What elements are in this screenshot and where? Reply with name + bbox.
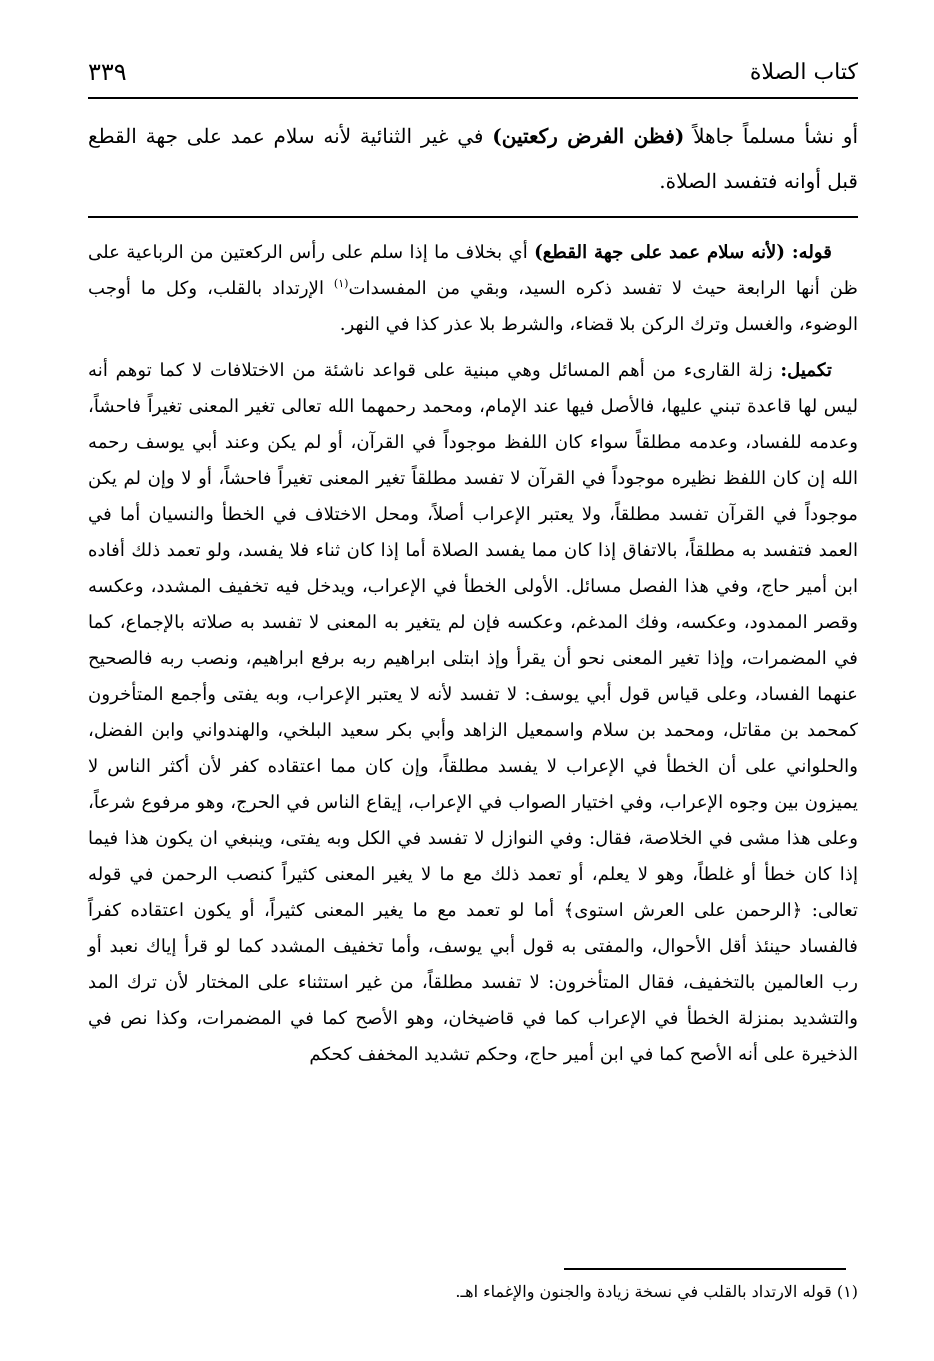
commentary: [88, 235, 858, 1083]
book-title: كتاب الصلاة: [749, 59, 858, 85]
main-text-bold: (فظن الفرض ركعتين): [492, 124, 685, 148]
commentary-paragraph-2: [88, 353, 858, 1073]
footnote-rule: [564, 1268, 846, 1270]
header-rule: [88, 97, 858, 99]
section-rule: [88, 216, 858, 218]
commentary-text: أي بخلاف ما إذا سلم على رأس الركعتين من الرباعية على ظن أنها الرابعة حيث لا تفسد ذكره السيد، وبقي من المفسدات: [88, 242, 858, 299]
commentary-quote: (لأنه سلام عمد على جهة القطع): [534, 242, 792, 263]
page-number: ٣٣٩: [88, 58, 127, 86]
takmil-text: زلة القارىء من أهم المسائل وهي مبنية على قواعد ناشئة من الاختلافات لا كما توهم أنه ليس لها قاعدة تبني عليها، فالأصل فيها عند الإمام، ومحمد رحمهما الله تعالى تغير المعنى تغيراً فاحشاً، وعدمه للفساد، وعدمه مطلقاً سواء كان اللفظ موجوداً في القرآن، أو لم يكن وعند أبي يوسف رحمه الله إن كان اللفظ نظيره موجوداً في القرآن لا تفسد مطلقاً تغير المعنى تغيراً فاحشاً، أو لا وإن لم يكن موجوداً في القرآن تفسد مطلقاً، ولا يعتبر الإعراب أصلاً، ومحل الاختلاف في الخطأ والنسيان أما في العمد فتفسد به مطلقاً، بالاتفاق إذا كان مما يفسد الصلاة أما إذا كان ثناء فلا يفسد، ولو تعمد ذلك أفاده ابن أمير حاج، وفي هذا الفصل مسائل. الأولى الخطأ في الإعراب، ويدخل فيه تخفيف المشدد، وعكسه وقصر الممدود، وعكسه، وفك المدغم، وعكسه فإن لم يتغير به المعنى لا تفسد به صلاته بالإجماع، كما في المضمرات، وإذا تغير المعنى نحو أن يقرأ وإذ ابتلى ابراهيم ربه برفع ابراهيم، ونصب ربه فالصحيح عنهما الفساد، وعلى قياس قول أبي يوسف: لا تفسد لأنه لا يعتبر الإعراب، وبه يفتى وأجمع المتأخرون كمحمد بن مقاتل، ومحمد بن سلام واسمعيل الزاهد وأبي بكر سعيد البلخي، والهندواني وابن الفضل، والحلواني على أن الخطأ في الإعراب لا يفسد مطلقاً، وإن كان مما اعتقاده كفر لأن أكثر الناس لا يميزون بين وجوه الإعراب، وفي اختيار الصواب في الإعراب، إيقاع الناس في الحرج، وهو مرفوع شرعاً، وعلى هذا مشى في الخلاصة، فقال: وفي النوازل لا تفسد في الكل وبه يفتى، وينبغي ان يكون هذا فيما إذا كان خطأ أو غلطاً، وهو لا يعلم، أو تعمد ذلك مع ما لا يغير المعنى كثيراً كنصب الرحمن في قوله تعالى: ﴿الرحمن على العرش استوى﴾ أما لو تعمد مع ما يغير المعنى كثيراً، أو يكون اعتقاده كفراً فالفساد حينئذ أقل الأحوال، والمفتى به قول أبي يوسف، وأما تخفيف المشدد كما لو قرأ إياك نعبد أو رب العالمين بالتخفيف، فقال المتأخرون: لا تفسد مطلقاً، من غير استثناء على المختار لأن ترك المد والتشديد بمنزلة الخطأ في الإعراب كما في قاضيخان، وهو الأصح كما في المضمرات، وكذا نص في الذخيرة على أنه الأصح كما في ابن أمير حاج، وحكم تشديد المخفف كحكم: [88, 360, 858, 1065]
commentary-lead: قوله:: [791, 242, 832, 263]
main-text: [88, 114, 858, 204]
main-text-after: في غير الثنائية لأنه سلام عمد على جهة القطع قبل أوانه فتفسد الصلاة.: [88, 124, 858, 193]
commentary-paragraph-1: [88, 235, 858, 343]
footnote-reference: (١): [333, 276, 349, 290]
main-text-before: أو نشأ مسلماً جاهلاً: [684, 124, 858, 148]
footnote: (١) قوله الارتداد بالقلب في نسخة زيادة والجنون والإغماء اهـ.: [455, 1282, 858, 1301]
page-header: [88, 52, 858, 92]
takmil-lead: تكميل:: [780, 360, 832, 381]
commentary-text-cont: الإرتداد بالقلب، وكل ما أوجب الوضوء، والغسل وترك الركن بلا قضاء، والشرط بلا عذر كذا في النهر.: [88, 278, 858, 335]
